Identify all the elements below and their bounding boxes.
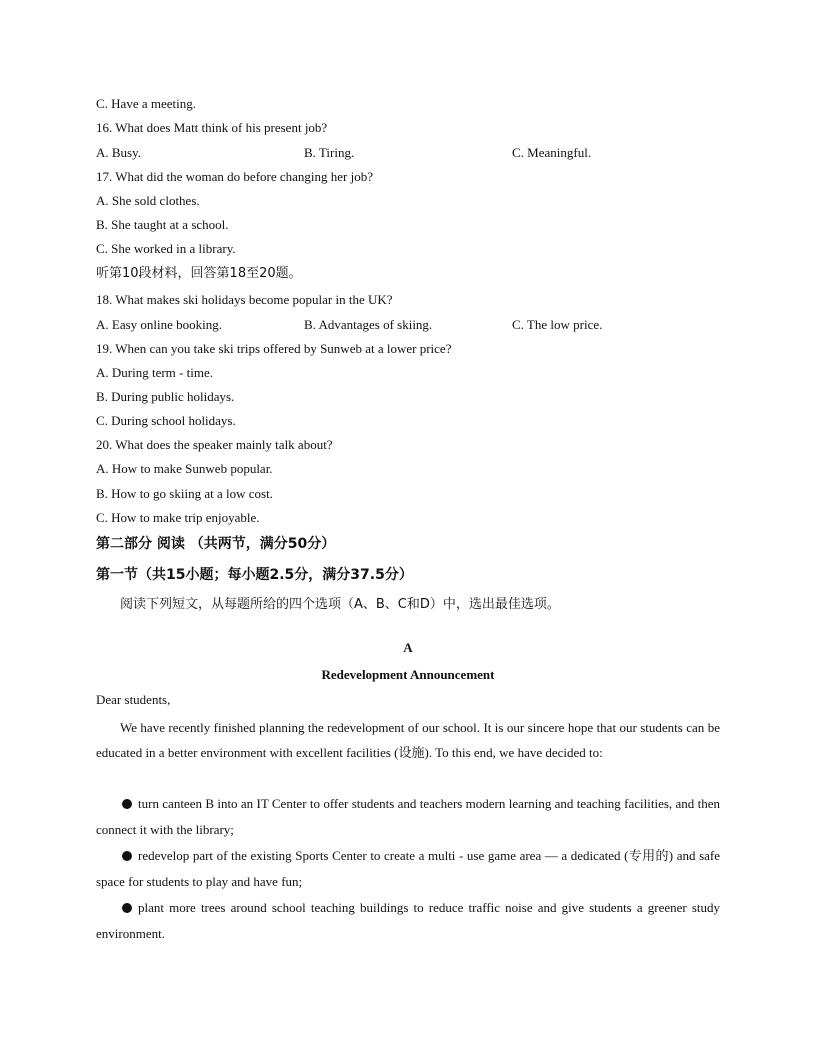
- q18-option-b: B. Advantages of skiing.: [304, 317, 433, 332]
- q16-option-b: B. Tiring.: [304, 145, 355, 160]
- q18-question: 18. What makes ski holidays become popular in the UK?: [96, 292, 393, 307]
- q20-option-a: A. How to make Sunweb popular.: [96, 461, 273, 476]
- passage-letter: A: [403, 640, 413, 655]
- bullet-icon: [122, 903, 132, 913]
- q20-question: 20. What does the speaker mainly talk about?: [96, 437, 333, 452]
- q19-option-a: A. During term - time.: [96, 365, 213, 380]
- bullet-item: [96, 791, 720, 843]
- q18-option-c: C. The low price.: [512, 317, 603, 332]
- bullet-item: [96, 895, 720, 947]
- q18-option-a: A. Easy online booking.: [96, 317, 223, 332]
- bullet-text: plant more trees around school teaching buildings to reduce traffic noise and give students a greener study environment.: [96, 900, 720, 941]
- bullet-icon: [122, 799, 132, 809]
- q17-option-a: A. She sold clothes.: [96, 193, 200, 208]
- q16-question: 16. What does Matt think of his present job?: [96, 120, 328, 135]
- salutation: Dear students,: [96, 692, 171, 707]
- passage-title: Redevelopment Announcement: [321, 667, 495, 682]
- q20-option-c: C. How to make trip enjoyable.: [96, 510, 260, 525]
- material10-instruction: 听第10段材料，回答第18至20题。: [96, 266, 302, 281]
- q19-option-b: B. During public holidays.: [96, 389, 235, 404]
- reading-instruction: 阅读下列短文，从每题所给的四个选项（A、B、C和D）中，选出最佳选项。: [120, 597, 560, 612]
- q16-option-a: A. Busy.: [96, 145, 142, 160]
- q16-option-c: C. Meaningful.: [512, 145, 592, 160]
- intro-paragraph: We have recently finished planning the redevelopment of our school. It is our sincere hope that our students can be educated in a better environment with excellent facilities (设施). To this end, we have decided to:: [96, 720, 720, 760]
- q17-option-c: C. She worked in a library.: [96, 241, 236, 256]
- q20-option-b: B. How to go skiing at a low cost.: [96, 486, 273, 501]
- bullet-text: turn canteen B into an IT Center to offer students and teachers modern learning and teaching facilities, and then connect it with the library;: [96, 796, 720, 837]
- q15-option-c: C. Have a meeting.: [96, 96, 196, 111]
- reading-section-title: 第一节（共15小题；每小题2.5分，满分37.5分）: [96, 567, 413, 583]
- bullet-icon: [122, 851, 132, 861]
- bullet-text: redevelop part of the existing Sports Center to create a multi - use game area — a dedicated (专用的) and safe space for students to play and have fun;: [96, 848, 720, 889]
- q19-option-c: C. During school holidays.: [96, 413, 236, 428]
- q19-question: 19. When can you take ski trips offered by Sunweb at a lower price?: [96, 341, 452, 356]
- bullet-item: [96, 843, 720, 895]
- reading-part-title: 第二部分 阅读 （共两节，满分50分）: [96, 536, 336, 552]
- q17-question: 17. What did the woman do before changing her job?: [96, 169, 374, 184]
- q17-option-b: B. She taught at a school.: [96, 217, 229, 232]
